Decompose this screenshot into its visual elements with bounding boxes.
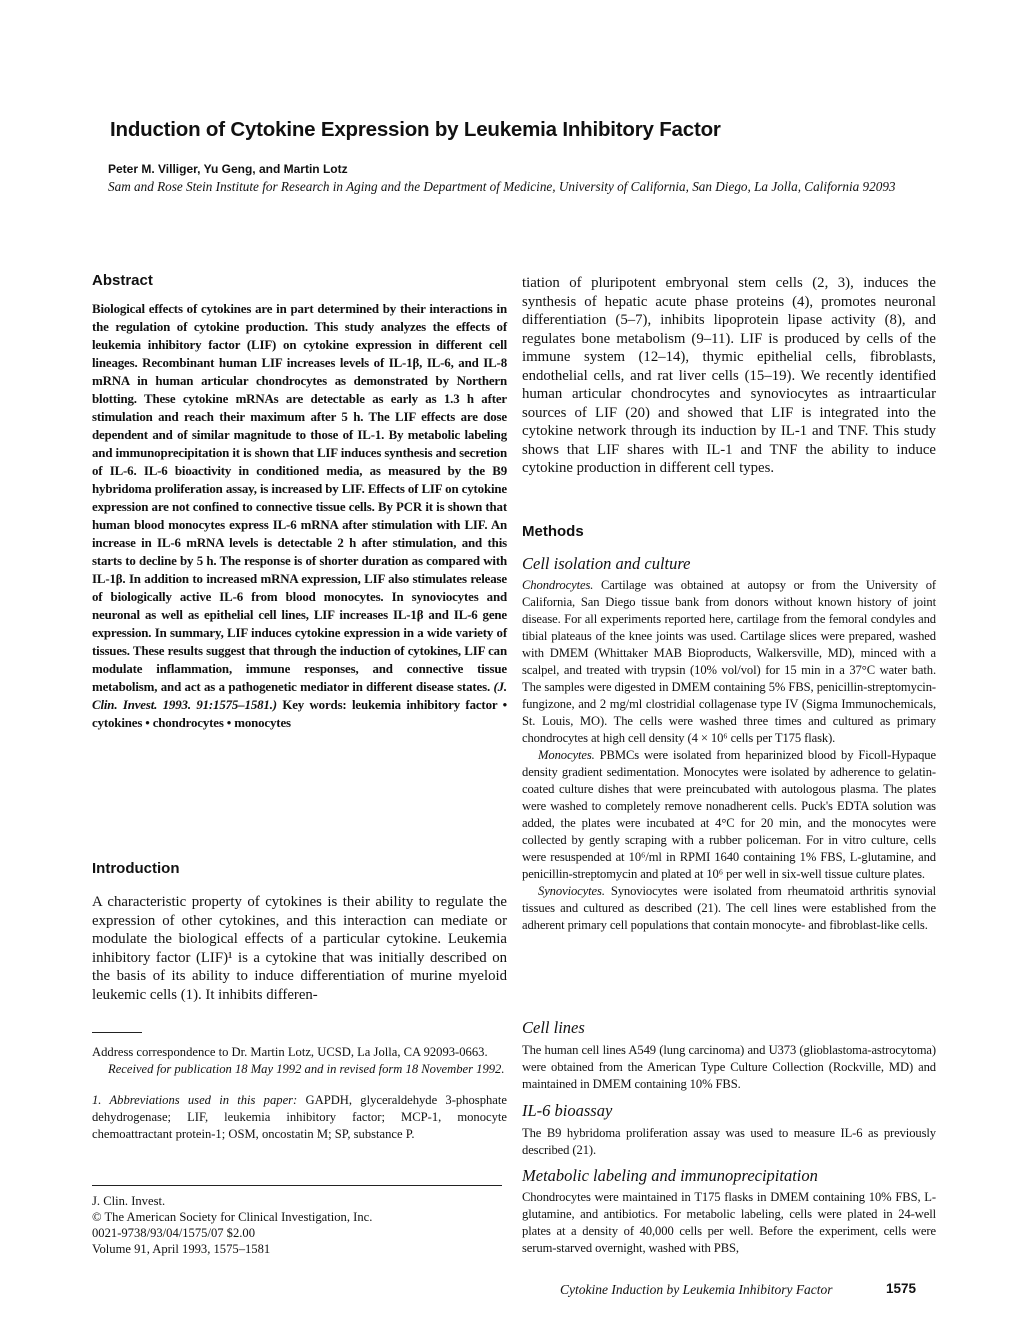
metabolic-heading: Metabolic labeling and immunoprecipitation <box>522 1166 818 1185</box>
correspondence-note: Address correspondence to Dr. Martin Lotz, UCSD, La Jolla, CA 92093-0663. <box>92 1045 488 1059</box>
cell-lines-text: The human cell lines A549 (lung carcinoma) and U373 (glioblastoma-astrocytoma) were obtained from the American Type Culture Collection (Rockville, MD) and maintained in DMEM containing 10% FBS. <box>522 1043 936 1091</box>
footnote-block <box>92 1044 507 1143</box>
bioassay-heading: IL-6 bioassay <box>522 1101 613 1120</box>
copyright: © The American Society for Clinical Investigation, Inc. <box>92 1210 373 1224</box>
monocytes-label: Monocytes. <box>538 748 595 762</box>
bioassay-text: The B9 hybridoma proliferation assay was used to measure IL-6 as previously described (21). <box>522 1126 936 1157</box>
monocytes-paragraph <box>522 747 936 883</box>
journal-info <box>92 1193 507 1257</box>
journal-name: J. Clin. Invest. <box>92 1194 166 1208</box>
introduction-text: A characteristic property of cytokines is their ability to regulate the expression of other cytokines, and this interaction can mediate or modulate the biological effects of a particular cytokine. Leukemia inhibitory factor (LIF)¹ is a cytokine that was initially described on the basis of its ability to induce differentiation of murine myeloid leukemic cells (1). It inhibits differen- <box>92 894 507 1003</box>
abbreviations-text: GAPDH, glyceraldehyde 3-phosphate dehydrogenase; LIF, leukemia inhibitory factor; MCP-1, monocyte chemoattractant protein-1; OSM, oncostatin M; SP, substance P. <box>92 1093 507 1141</box>
abstract-citation: (J. Clin. Invest. 1993. 91:1575–1581.) <box>92 680 507 712</box>
synoviocytes-text: Synoviocytes were isolated from rheumatoid arthritis synovial tissues and cultured as described (21). The cell lines were established from the adherent primary cell populations that contain monocyte- and fibroblast-like cells. <box>522 884 936 932</box>
introduction-heading: Introduction <box>92 860 180 877</box>
journal-info-divider <box>92 1185 502 1186</box>
metabolic-text: Chondrocytes were maintained in T175 flasks in DMEM containing 10% FBS, L-glutamine, and antibiotics. For metabolic labeling, cells were plated in 24-well plates at a density of 40,000 cells per well. Before the experiment, cells were serum-starved overnight, washed with PBS, <box>522 1190 936 1255</box>
author-list: Peter M. Villiger, Yu Geng, and Martin Lotz <box>108 162 348 176</box>
synoviocytes-label: Synoviocytes. <box>538 884 605 898</box>
monocytes-text: PBMCs were isolated from heparinized blood by Ficoll-Hypaque density gradient sedimentation. Monocytes were isolated by adherence to gelatin-coated culture dishes that were preincubated with autologous plasma. The plates were washed to completely remove nonadherent cells. Puck's EDTA solution was added, the plates were incubated at 4°C for 20 min, and the monocytes were collected by gently scraping with a rubber policeman. For in vitro culture, cells were resuspended at 10⁶/ml in RPMI 1640 containing 1% FBS, L-glutamine, and penicillin-streptomycin and plated at 10⁶ per well in six-well tissue culture plates. <box>522 748 936 881</box>
abstract-heading: Abstract <box>92 272 153 289</box>
received-note: Received for publication 18 May 1992 and in revised form 18 November 1992. <box>108 1062 505 1076</box>
running-head: Cytokine Induction by Leukemia Inhibitory Factor <box>560 1282 833 1297</box>
chondrocytes-text: Cartilage was obtained at autopsy or from the University of California, San Diego tissue bank from donors without known history of joint disease. For all experiments reported here, cartilage from the femoral condyles and tibial plateaus of the knee joints was used. Cartilage slices were prepared, washed with DMEM (Whittaker MAB Bioproducts, Walkersville, MD), minced with a scalpel, and treated with trypsin (10% vol/vol) for 15 min in a 37°C water bath. The samples were digested in DMEM containing 5% FBS, penicillin-streptomycin-fungizone, and 2 mg/ml clostridial collagenase type IV (Sigma Immunochemicals, St. Louis, MO). The cells were washed three times and cultured as primary chondrocytes at high cell density (4 × 10⁶ cells per T175 flask). <box>522 578 936 745</box>
cell-lines-heading: Cell lines <box>522 1018 585 1037</box>
abbreviations-label: 1. Abbreviations used in this paper: <box>92 1093 298 1107</box>
page-number: 1575 <box>886 1281 917 1296</box>
cell-isolation-heading: Cell isolation and culture <box>522 554 691 573</box>
cell-isolation-body <box>522 577 936 934</box>
paper-title: Induction of Cytokine Expression by Leukemia Inhibitory Factor <box>110 118 721 141</box>
footnote-divider <box>92 1032 142 1033</box>
abstract-text: Biological effects of cytokines are in part determined by their interactions in the regulation of cytokine production. This study analyzes the effects of leukemia inhibitory factor (LIF) on cytokine expression in different cell lineages. Recombinant human LIF increases levels of IL-1β, IL-6, and IL-8 mRNA in human articular chondrocytes as demonstrated by Northern blotting. These cytokine mRNAs are detectable as early as 1.3 h after stimulation and reach their maximum after 5 h. The LIF effects are dose dependent and of similar magnitude to those of IL-1. By metabolic labeling and immunoprecipitation it is shown that LIF induces synthesis and secretion of IL-6. IL-6 bioactivity in conditioned media, as measured by the B9 hybridoma proliferation assay, is increased by LIF. Effects of LIF on cytokine expression are not confined to connective tissue cells. By PCR it is shown that human blood monocytes express IL-6 mRNA after stimulation with LIF. An increase in IL-6 mRNA levels is detectable 2 h after stimulation, and this starts to decline by 5 h. The response is of shorter duration as compared with IL-1β. In addition to increased mRNA expression, LIF also stimulates release of biologically active IL-6 from blood monocytes. In synoviocytes and neuronal as well as epithelial cell lines, LIF increases IL-1β and IL-6 gene expression. In summary, LIF induces cytokine expression in a wide variety of tissues. These results suggest that through the induction of cytokines, LIF can modulate inflammation, immune responses, and connective tissue metabolism, and act as a pathogenetic mediator in different disease states. <box>92 302 507 694</box>
chondrocytes-label: Chondrocytes. <box>522 578 594 592</box>
affiliation: Sam and Rose Stein Institute for Research in Aging and the Department of Medicine, University of California, San Diego, La Jolla, California 92093 <box>108 179 896 194</box>
abbreviations-note <box>92 1092 507 1143</box>
synoviocytes-paragraph <box>522 883 936 934</box>
volume-info: Volume 91, April 1993, 1575–1581 <box>92 1242 271 1256</box>
abstract-body <box>92 300 507 732</box>
introduction-continued: tiation of pluripotent embryonal stem cells (2, 3), induces the synthesis of hepatic acute phase proteins (4), promotes neuronal differentiation (5–7), inhibits lipoprotein lipase activity (8), and regulates bone metabolism (9–11). LIF is produced by cells of the immune system (12–14), thymic epithelial cells, fibroblasts, endothelial cells, and rat liver cells (15–19). We recently identified human articular chondrocytes and synoviocytes as intraarticular sources of LIF (20) and showed that LIF is integrated into the cytokine network through its induction by IL-1 and TNF. This study shows that LIF shares with IL-1 and TNF the ability to induce cytokine production in different cell types. <box>522 275 936 476</box>
issn: 0021-9738/93/04/1575/07 $2.00 <box>92 1226 256 1240</box>
keywords: Key words: leukemia inhibitory factor • cytokines • chondrocytes • monocytes <box>92 698 507 730</box>
chondrocytes-paragraph <box>522 577 936 747</box>
methods-heading: Methods <box>522 523 584 540</box>
